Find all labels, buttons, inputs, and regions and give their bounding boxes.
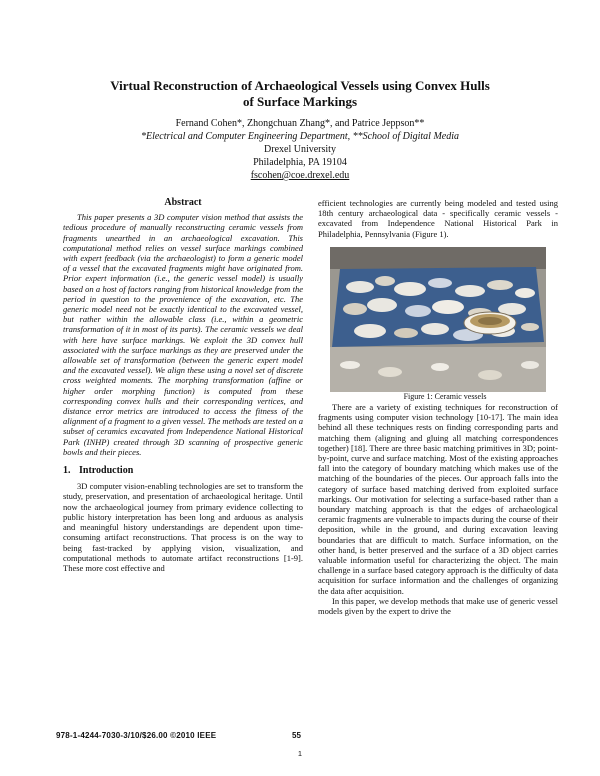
- authors: Fernand Cohen*, Zhongchuan Zhang*, and Patrice Jeppson**: [175, 118, 425, 129]
- right-column: [318, 198, 558, 616]
- affiliation: *Electrical and Computer Engineering Department, **School of Digital Media: [140, 131, 459, 142]
- email-link[interactable]: fscohen@coe.drexel.edu: [250, 170, 350, 181]
- abstract-heading: Abstract: [164, 197, 202, 208]
- section-title: Introduction: [79, 465, 134, 477]
- sheet-number: 1: [297, 749, 303, 758]
- bowl-vessel: [464, 312, 516, 334]
- intro-paragraph-2: There are a variety of existing techniques for reconstruction of fragments using computer vision technology [10-17]. The main idea behind all these techniques rests on finding corresponding parts and matching them (aligning and gluing all matching correspondences together) [18]. There are three basic matching primitives in 3D; point-by-point, curve and surface matching. Most of the existing approaches fall into the category of boundary matching which makes use of the matching of the boundaries of the pieces. Our approach falls into the category of surface based matching derived from exploited surface markings. Our motivation for selecting a surface-based rather than a boundary matching approach is that the edges of archaeological ceramic fragments are vulnerable to impacts during the course of their deposition, while in the ground, and during excavation leaving boundaries that are difficult to match. Surface information, on the other hand, is better preserved and the surface of a 3D object carries valuable information useful for characterizing the object. The main challenge in a surface based category approach is the difficulty of data acquisition for surface information and the challenges of organizing the data after acquisition.: [318, 402, 558, 596]
- figure-1-caption: Figure 1: Ceramic vessels: [403, 391, 487, 401]
- intro-paragraph-1-continued: efficient technologies are currently being modeled and tested using 18th century archaeological data - specifically ceramic vessels - excavated from Independence National Historical Park in Philadelphia, Pennsylvania (Figure 1).: [318, 198, 558, 239]
- title-line-2: of Surface Markings: [242, 94, 358, 109]
- copyright-footer: 978-1-4244-7030-3/10/$26.00 ©2010 IEEE: [56, 731, 217, 740]
- paper-title: [60, 78, 540, 110]
- shard-cluster: [343, 276, 539, 341]
- back-wall: [330, 247, 546, 269]
- abstract-text: This paper presents a 3D computer vision method that assists the tedious procedure of manually reconstructing ceramic vessels from fragments unearthed in an archaeological excavation. This computational method relies on vessel surface markings combined with expert feedback (via the archaeologist) to form a generic model of a vessel that the excavated fragments might have originated from. Prior expert information (i.e., the generic vessel model) is usually based on a host of factors ranging from historical knowledge from the period in question to the provenience of the excavation, etc. The generic model need not be exactly identical to the excavated vessel, but rather within the allowable class (i.e., within a geometric transformation of it in most of its parts). The ceramic vessels we deal with here have surface markings. We exploit the 3D convex hull associated with the surface markings as they are preserved under the allowable set of transformation (between the generic expert model and the excavated vessel). We align these using a novel set of discrete cross weighted moments. The morphing transformation (affine or higher order morphing function) is computed from these corresponding convex hulls and their corresponding vertices, and distance error metrics are introduced to access the fitness of the alignment of a fragment to a given vessel. The methods are tested on a subset of ceramics excavated from Independence National Historical Park (INHP) created through 3D scanning of prospective generic bowls and their pieces.: [63, 212, 303, 457]
- left-column: [63, 198, 303, 573]
- author-block: [60, 117, 540, 182]
- page-number-footer: 55: [292, 731, 301, 740]
- section-heading-introduction: [63, 466, 303, 476]
- ceramic-vessels-photo: [330, 247, 546, 392]
- section-number: 1.: [63, 465, 71, 477]
- intro-paragraph-3: In this paper, we develop methods that make use of generic vessel models given by the expert to drive the: [318, 595, 558, 617]
- figure-1-photo: [330, 247, 546, 392]
- location: Philadelphia, PA 19104: [253, 157, 347, 168]
- intro-paragraph-1: 3D computer vision-enabling technologies are set to transform the study, preservation, and presentation of archaeological heritage. Until now the archaeological journey from primary evidence collecting to public history interpretation has been long and arduous as analysis and meaningful history understandings are dependent upon time-consuming artifact reconstructions. That process is on the way to being fast-tracked by applying vision, visualization, and computational methods to automate artifact reconstructions [1-9]. These more cost effective and: [63, 481, 303, 573]
- title-line-1: Virtual Reconstruction of Archaeological Vessels using Convex Hulls: [110, 78, 490, 93]
- university: Drexel University: [264, 144, 336, 155]
